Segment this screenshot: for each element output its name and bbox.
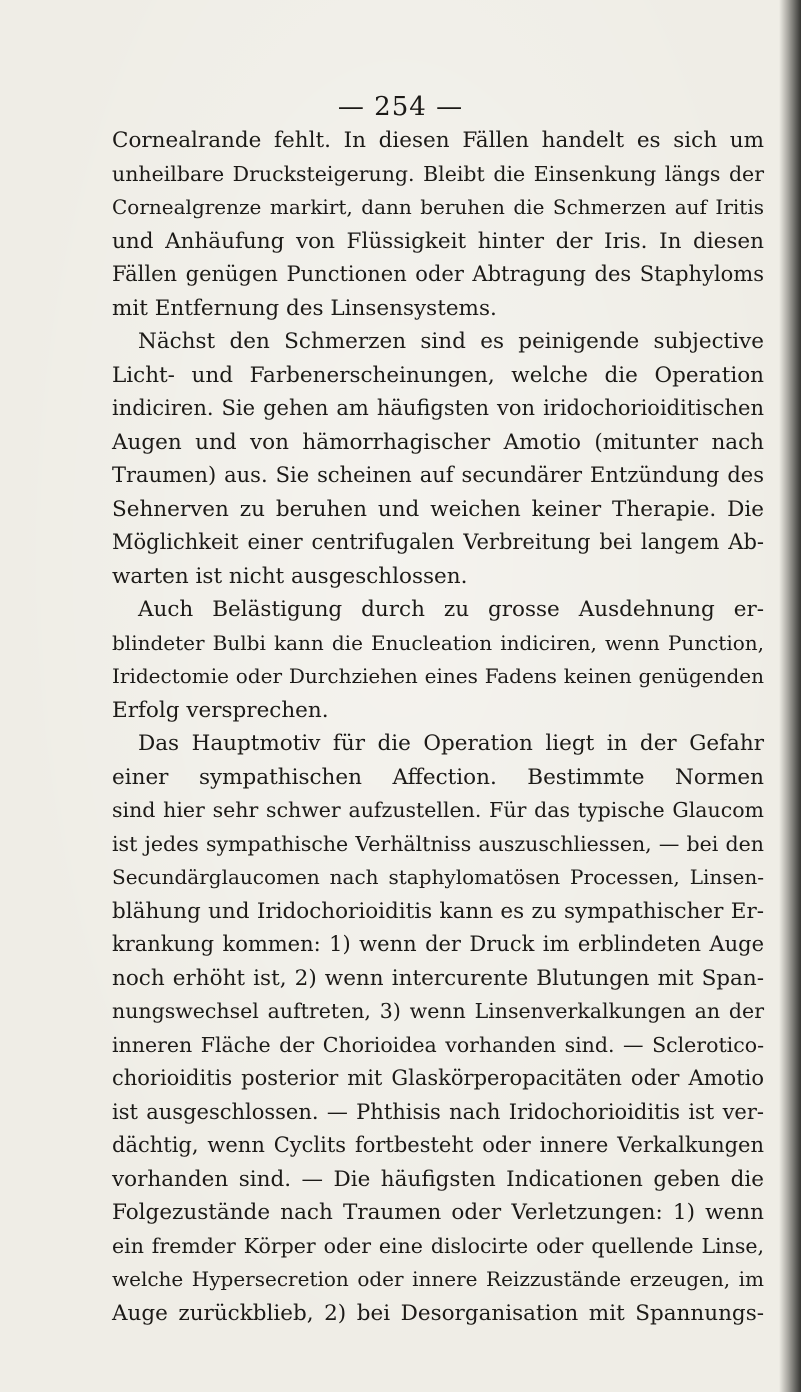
text-line: und Anhäufung von Flüssigkeit hinter der Iris. In diesen: [112, 228, 764, 254]
text-line: mit Entfernung des Linsensystems.: [112, 295, 497, 321]
text-line: Sehnerven zu beruhen und weichen keiner Therapie. Die: [112, 496, 764, 522]
text-line: Erfolg versprechen.: [112, 697, 329, 723]
text-line: vorhanden sind. — Die häufigsten Indicationen geben die: [112, 1166, 764, 1192]
text-line: chorioiditis posterior mit Glaskörperopacitäten oder Amotio: [112, 1066, 764, 1090]
text-line: Traumen) aus. Sie scheinen auf secundärer Entzündung des: [112, 463, 764, 487]
body-text: [112, 124, 764, 1330]
text-line: Das Hauptmotiv für die Operation liegt in der Gefahr: [138, 731, 764, 756]
text-line: Secundärglaucomen nach staphylomatösen Processen, Linsen-: [112, 865, 764, 889]
binding-shadow: [779, 0, 801, 1392]
page-number: — 254 —: [337, 92, 464, 122]
text-line: noch erhöht ist, 2) wenn intercurente Blutungen mit Span-: [112, 965, 764, 991]
text-line: einer sympathischen Affection. Bestimmte Normen: [112, 764, 764, 790]
text-line: ist jedes sympathische Verhältniss auszuschliessen, — bei den: [112, 831, 764, 856]
text-line: Licht- und Farbenerscheinungen, welche die Operation: [112, 362, 764, 388]
text-line: Cornealrande fehlt. In diesen Fällen handelt es sich um: [112, 128, 764, 153]
text-line: inneren Fläche der Chorioidea vorhanden sind. — Sclerotico-: [112, 1032, 764, 1057]
text-line: Fällen genügen Punctionen oder Abtragung des Staphyloms: [112, 262, 764, 286]
text-line: nungswechsel auftreten, 3) wenn Linsenverkalkungen an der: [112, 999, 764, 1023]
text-line: Folgezustände nach Traumen oder Verletzungen: 1) wenn: [112, 1200, 764, 1225]
text-line: blähung und Iridochorioiditis kann es zu sympathischer Er-: [112, 898, 764, 924]
text-line: ist ausgeschlossen. — Phthisis nach Iridochorioiditis ist ver-: [112, 1099, 764, 1124]
text-line: Möglichkeit einer centrifugalen Verbreitung bei langem Ab-: [112, 530, 764, 554]
text-line: Iridectomie oder Durchziehen eines Fadens keinen genügenden: [112, 664, 764, 688]
text-line: sind hier sehr schwer aufzustellen. Für das typische Glaucom: [112, 798, 764, 822]
text-line: Cornealgrenze markirt, dann beruhen die Schmerzen auf Iritis: [112, 195, 764, 219]
text-line: welche Hypersecretion oder innere Reizzustände erzeugen, im: [112, 1267, 764, 1291]
text-line: indiciren. Sie gehen am häufigsten von iridochorioiditischen: [112, 396, 764, 420]
text-line: warten ist nicht ausgeschlossen.: [112, 563, 468, 589]
text-line: Augen und von hämorrhagischer Amotio (mitunter nach: [112, 429, 764, 455]
text-line: unheilbare Drucksteigerung. Bleibt die Einsenkung längs der: [112, 161, 764, 186]
text-line: ein fremder Körper oder eine dislocirte oder quellende Linse,: [112, 1233, 764, 1258]
text-line: Auch Belästigung durch zu grosse Ausdehnung er-: [138, 597, 764, 622]
text-line: blindeter Bulbi kann die Enucleation indiciren, wenn Punction,: [112, 630, 764, 655]
text-line: Auge zurückblieb, 2) bei Desorganisation mit Spannungs-: [112, 1300, 764, 1326]
text-line: Nächst den Schmerzen sind es peinigende subjective: [138, 329, 764, 354]
text-line: dächtig, wenn Cyclits fortbesteht oder innere Verkalkungen: [112, 1133, 764, 1157]
text-line: krankung kommen: 1) wenn der Druck im erblindeten Auge: [112, 932, 764, 956]
